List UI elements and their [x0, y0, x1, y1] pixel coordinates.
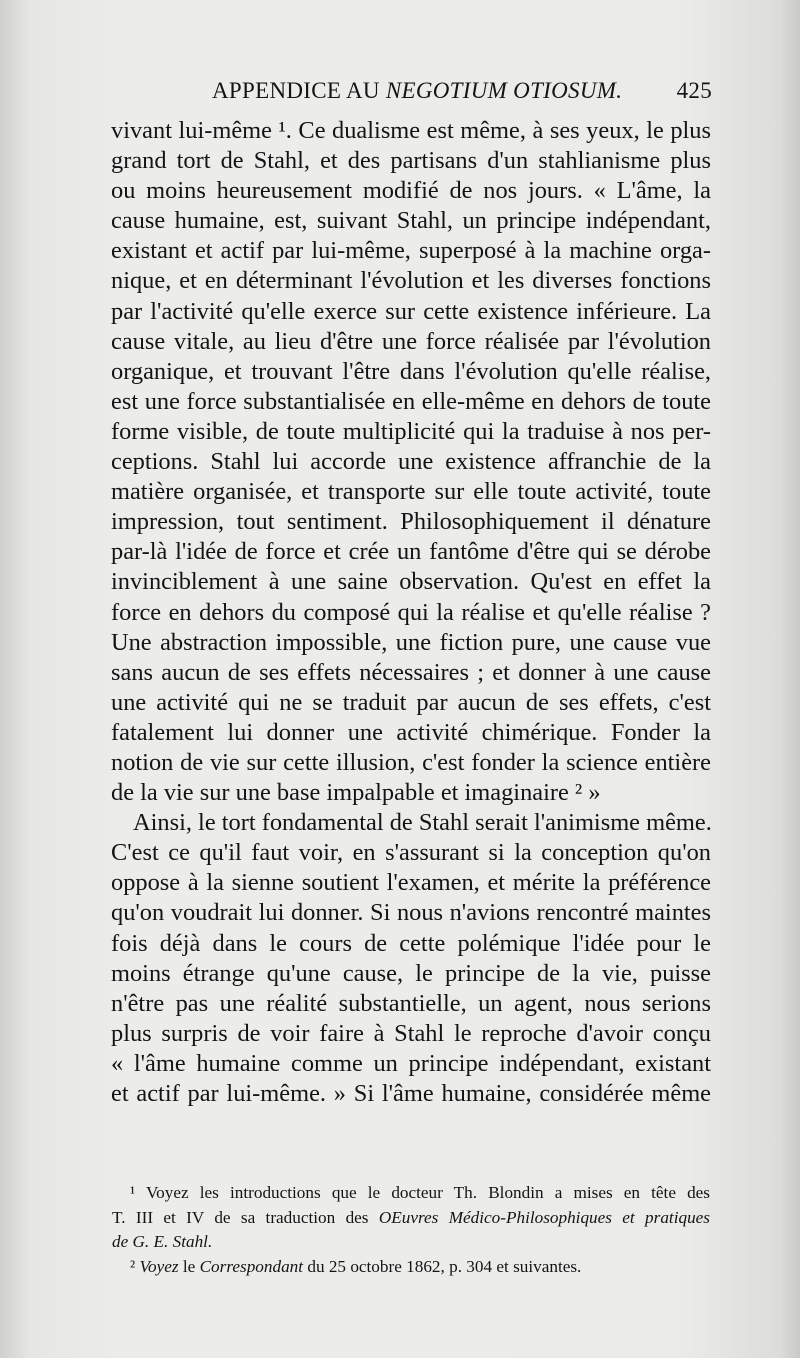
text-line: cause humaine, est, suivant Stahl, un principe indépendant,: [111, 207, 711, 235]
paragraph-end-line: de la vie sur une base impalpable et imaginaire ² »: [111, 779, 601, 807]
text-line: est une force substantialisée en elle-même en dehors de toute: [111, 387, 711, 415]
text-line: par-là l'idée de force et crée un fantôme d'être qui se dérobe: [111, 538, 711, 566]
text-line: « l'âme humaine comme un principe indépendant, existant: [111, 1049, 711, 1077]
footnote-2-text: le: [178, 1256, 200, 1276]
text-line: et actif par lui-même. » Si l'âme humaine, considérée même: [111, 1080, 711, 1107]
text-line: ou moins heureusement modifié de nos jours. « L'âme, la: [111, 177, 711, 205]
text-line: grand tort de Stahl, et des partisans d'un stahlianisme plus: [111, 147, 711, 175]
text-line: C'est ce qu'il faut voir, en s'assurant si la conception qu'on: [111, 839, 711, 867]
body-text: [111, 116, 711, 1109]
text-line: nique, et en déterminant l'évolution et les diverses fonctions: [111, 267, 711, 295]
footnote-1-line: ¹ Voyez les introductions que le docteur Th. Blondin a mises en tête des: [130, 1183, 710, 1202]
text-line: impression, tout sentiment. Philosophiquement il dénature: [111, 508, 711, 536]
footnote-2-marker: ²: [130, 1256, 140, 1276]
text-line: vivant lui-même ¹. Ce dualisme est même, à ses yeux, le plus: [111, 117, 711, 144]
running-title-prefix: APPENDICE AU: [212, 78, 386, 103]
footnote-1-work-title: OEuvres Médico-Philosophiques et pratiques: [378, 1207, 710, 1227]
text-line: notion de vie sur cette illusion, c'est fonder la science entière: [111, 748, 711, 776]
text-line: cause vitale, au lieu d'être une force réalisée par l'évolution: [111, 327, 711, 355]
text-line: fois déjà dans le cours de cette polémique l'idée pour le: [111, 929, 711, 957]
text-line: n'être pas une réalité substantielle, un agent, nous serions: [111, 989, 711, 1017]
footnote-2-line: [112, 1255, 710, 1280]
footnote-2-reference: du 25 octobre 1862, p. 304 et suivantes.: [303, 1256, 582, 1276]
text-line: Une abstraction impossible, une fiction pure, une cause vue: [111, 628, 711, 656]
text-line: organique, et trouvant l'être dans l'évolution qu'elle réalise,: [111, 357, 711, 385]
text-line: oppose à la sienne soutient l'examen, et mérite la préférence: [111, 869, 711, 897]
text-line: sans aucun de ses effets nécessaires ; et donner à une cause: [111, 658, 711, 686]
footnote-1-text: T. III et IV de sa traduction des: [112, 1207, 379, 1227]
text-line: fatalement lui donner une activité chimérique. Fonder la: [111, 718, 711, 746]
footnote-1-author: de G. E. Stahl.: [112, 1232, 213, 1251]
text-line: une activité qui ne se traduit par aucun de ses effets, c'est: [111, 688, 711, 716]
paragraph-start-line: Ainsi, le tort fondamental de Stahl serait l'animisme même.: [133, 809, 712, 837]
text-line: matière organisée, et transporte sur elle toute activité, toute: [111, 478, 711, 506]
text-line: plus surpris de voir faire à Stahl le reproche d'avoir conçu: [111, 1019, 711, 1047]
running-header: [112, 78, 712, 112]
text-line: invinciblement à une saine observation. Qu'est en effet la: [111, 568, 711, 596]
text-line: moins étrange qu'une cause, le principe de la vie, puisse: [111, 959, 711, 987]
running-title: [212, 78, 622, 104]
text-line: forme visible, de toute multiplicité qui la traduise à nos per-: [111, 417, 711, 445]
footnote-1-line: [112, 1230, 710, 1255]
page-number: 425: [676, 78, 712, 103]
text-line: existant et actif par lui-même, superposé à la machine orga-: [111, 237, 711, 265]
text-line: ceptions. Stahl lui accorde une existence affranchie de la: [111, 448, 711, 476]
text-line: par l'activité qu'elle exerce sur cette existence inférieure. La: [111, 297, 711, 325]
footnote-1-line: [112, 1206, 710, 1231]
text-line: force en dehors du composé qui la réalise et qu'elle réalise ?: [111, 598, 711, 626]
running-title-italic: NEGOTIUM OTIOSUM.: [385, 78, 623, 103]
footnotes: [112, 1181, 710, 1279]
footnote-2-voyez: Voyez: [139, 1256, 179, 1276]
text-line: qu'on voudrait lui donner. Si nous n'avions rencontré maintes: [111, 899, 711, 927]
footnote-2-journal-title: Correspondant: [199, 1256, 304, 1276]
